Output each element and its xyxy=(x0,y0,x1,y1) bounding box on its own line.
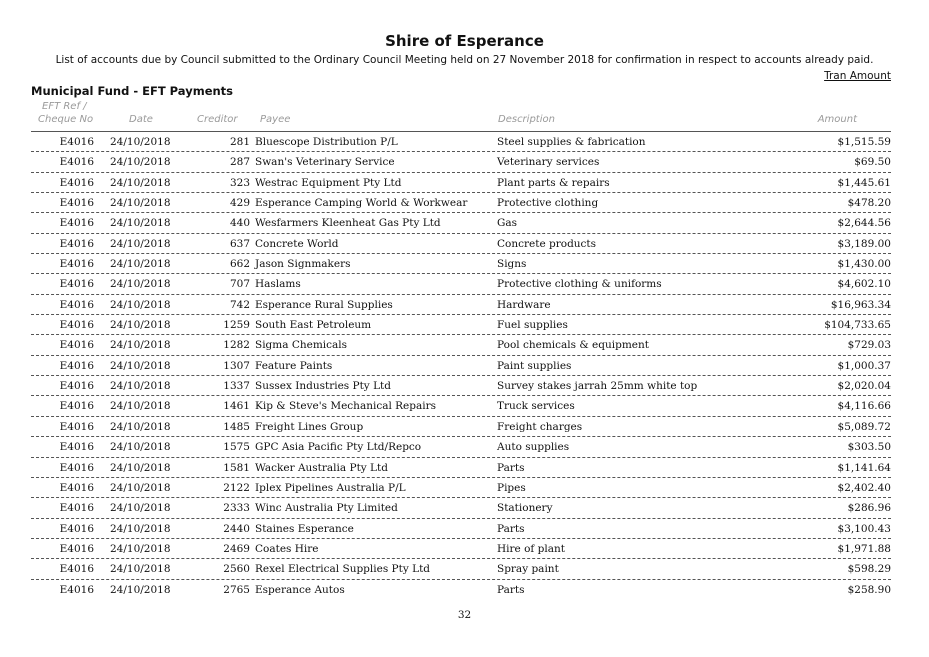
row-ref-cell: E4016 xyxy=(59,380,94,393)
row-date-cell: 24/10/2018 xyxy=(110,420,171,433)
row-date-cell: 24/10/2018 xyxy=(110,461,171,474)
row-description-cell: Truck services xyxy=(497,400,575,413)
row-payee-cell: Esperance Autos xyxy=(255,583,345,596)
row-amount-cell: $303.50 xyxy=(847,441,891,454)
row-payee-cell: Kip & Steve's Mechanical Repairs xyxy=(255,400,437,413)
row-date-cell: 24/10/2018 xyxy=(110,522,171,535)
table-row xyxy=(0,478,929,498)
row-payee-cell: Swan's Veterinary Service xyxy=(255,156,395,169)
page-number: 32 xyxy=(457,609,472,621)
row-description-cell: Pool chemicals & equipment xyxy=(497,339,649,352)
table-row xyxy=(0,417,929,437)
row-amount-cell: $1,000.37 xyxy=(837,359,891,372)
row-date-cell: 24/10/2018 xyxy=(110,319,171,332)
row-date-cell: 24/10/2018 xyxy=(110,583,171,596)
row-creditor-cell: 662 xyxy=(229,258,250,271)
row-creditor-cell: 323 xyxy=(229,176,250,189)
row-creditor-cell: 2469 xyxy=(223,542,250,555)
row-payee-cell: Coates Hire xyxy=(255,542,319,555)
page-subtitle: List of accounts due by Council submitted to the Ordinary Council Meeting held on 27 November 2018 for confirmation in respect to accounts already paid. xyxy=(55,54,874,66)
row-payee-cell: Westrac Equipment Pty Ltd xyxy=(255,176,402,189)
row-ref-cell: E4016 xyxy=(59,197,94,210)
row-date-cell: 24/10/2018 xyxy=(110,380,171,393)
row-payee-cell: GPC Asia Pacific Pty Ltd/Repco xyxy=(255,441,422,454)
row-payee-cell: Feature Paints xyxy=(255,359,333,372)
row-date-cell: 24/10/2018 xyxy=(110,502,171,515)
row-ref-cell: E4016 xyxy=(59,156,94,169)
row-description-cell: Parts xyxy=(497,522,525,535)
row-payee-cell: Staines Esperance xyxy=(255,522,354,535)
row-date-cell: 24/10/2018 xyxy=(110,339,171,352)
row-creditor-cell: 429 xyxy=(229,197,250,210)
row-ref-cell: E4016 xyxy=(59,217,94,230)
table-row xyxy=(0,213,929,233)
row-payee-cell: Concrete World xyxy=(255,237,339,250)
row-creditor-cell: 2765 xyxy=(223,583,250,596)
row-date-cell: 24/10/2018 xyxy=(110,237,171,250)
table-row xyxy=(0,295,929,315)
row-ref-cell: E4016 xyxy=(59,420,94,433)
table-row xyxy=(0,437,929,457)
table-row xyxy=(0,173,929,193)
page-title: Shire of Esperance xyxy=(385,32,544,50)
row-ref-cell: E4016 xyxy=(59,400,94,413)
row-ref-cell: E4016 xyxy=(59,339,94,352)
row-creditor-cell: 637 xyxy=(229,237,250,250)
row-ref-cell: E4016 xyxy=(59,522,94,535)
row-creditor-cell: 281 xyxy=(229,136,250,148)
table-row xyxy=(0,152,929,172)
row-description-cell: Gas xyxy=(497,217,518,230)
row-ref-cell: E4016 xyxy=(59,502,94,515)
row-amount-cell: $2,644.56 xyxy=(837,217,891,230)
row-ref-cell: E4016 xyxy=(59,136,94,148)
row-ref-cell: E4016 xyxy=(59,542,94,555)
row-date-cell: 24/10/2018 xyxy=(110,563,171,576)
row-payee-cell: Sussex Industries Pty Ltd xyxy=(255,380,391,393)
row-creditor-cell: 1485 xyxy=(223,420,250,433)
row-amount-cell: $1,515.59 xyxy=(837,136,891,148)
row-amount-cell: $16,963.34 xyxy=(830,298,891,311)
row-amount-cell: $286.96 xyxy=(847,502,891,515)
row-date-cell: 24/10/2018 xyxy=(110,136,171,148)
column-header-date: Date xyxy=(129,114,153,125)
table-row xyxy=(0,498,929,518)
column-header-amount: Amount xyxy=(817,114,857,125)
table-row xyxy=(0,376,929,396)
row-description-cell: Signs xyxy=(497,258,527,271)
row-creditor-cell: 287 xyxy=(229,156,250,169)
row-amount-cell: $1,430.00 xyxy=(837,258,891,271)
row-creditor-cell: 1259 xyxy=(223,319,250,332)
row-amount-cell: $3,189.00 xyxy=(837,237,891,250)
row-payee-cell: Jason Signmakers xyxy=(255,258,351,271)
row-description-cell: Steel supplies & fabrication xyxy=(497,136,646,148)
row-amount-cell: $729.03 xyxy=(847,339,891,352)
row-description-cell: Veterinary services xyxy=(497,156,600,169)
column-header-payee: Payee xyxy=(260,114,291,125)
row-date-cell: 24/10/2018 xyxy=(110,197,171,210)
column-header-ref-line1: EFT Ref / xyxy=(42,101,87,112)
row-amount-cell: $4,602.10 xyxy=(837,278,891,291)
row-creditor-cell: 1337 xyxy=(223,380,250,393)
row-description-cell: Paint supplies xyxy=(497,359,572,372)
row-amount-cell: $3,100.43 xyxy=(837,522,891,535)
row-payee-cell: Winc Australia Pty Limited xyxy=(255,502,398,515)
row-payee-cell: Wacker Australia Pty Ltd xyxy=(255,461,388,474)
row-creditor-cell: 742 xyxy=(229,298,250,311)
row-creditor-cell: 707 xyxy=(229,278,250,291)
row-amount-cell: $1,445.61 xyxy=(837,176,891,189)
row-date-cell: 24/10/2018 xyxy=(110,278,171,291)
row-date-cell: 24/10/2018 xyxy=(110,481,171,494)
row-payee-cell: Haslams xyxy=(255,278,301,291)
table-row xyxy=(0,254,929,274)
row-amount-cell: $1,141.64 xyxy=(837,461,891,474)
row-amount-cell: $2,402.40 xyxy=(837,481,891,494)
row-amount-cell: $4,116.66 xyxy=(837,400,891,413)
table-row xyxy=(0,539,929,559)
table-row xyxy=(0,132,929,152)
row-creditor-cell: 2333 xyxy=(223,502,250,515)
row-ref-cell: E4016 xyxy=(59,176,94,189)
payments-table xyxy=(0,132,929,600)
row-ref-cell: E4016 xyxy=(59,278,94,291)
table-row xyxy=(0,458,929,478)
row-ref-cell: E4016 xyxy=(59,258,94,271)
row-creditor-cell: 1282 xyxy=(223,339,250,352)
row-ref-cell: E4016 xyxy=(59,319,94,332)
row-ref-cell: E4016 xyxy=(59,298,94,311)
row-description-cell: Concrete products xyxy=(497,237,597,250)
row-description-cell: Survey stakes jarrah 25mm white top xyxy=(497,380,698,393)
row-description-cell: Protective clothing & uniforms xyxy=(497,278,662,291)
table-row xyxy=(0,315,929,335)
row-ref-cell: E4016 xyxy=(59,441,94,454)
row-payee-cell: Esperance Camping World & Workwear xyxy=(255,197,468,210)
row-payee-cell: Wesfarmers Kleenheat Gas Pty Ltd xyxy=(255,217,441,230)
row-ref-cell: E4016 xyxy=(59,583,94,596)
row-description-cell: Fuel supplies xyxy=(497,319,568,332)
row-ref-cell: E4016 xyxy=(59,481,94,494)
row-ref-cell: E4016 xyxy=(59,563,94,576)
row-date-cell: 24/10/2018 xyxy=(110,542,171,555)
row-date-cell: 24/10/2018 xyxy=(110,298,171,311)
row-payee-cell: Bluescope Distribution P/L xyxy=(255,136,398,148)
row-description-cell: Parts xyxy=(497,583,525,596)
row-date-cell: 24/10/2018 xyxy=(110,441,171,454)
row-amount-cell: $258.90 xyxy=(847,583,891,596)
row-payee-cell: Freight Lines Group xyxy=(255,420,364,433)
row-description-cell: Auto supplies xyxy=(497,441,570,454)
row-description-cell: Stationery xyxy=(497,502,553,515)
row-creditor-cell: 2122 xyxy=(223,481,250,494)
row-creditor-cell: 440 xyxy=(229,217,250,230)
table-row xyxy=(0,519,929,539)
row-creditor-cell: 1575 xyxy=(223,441,250,454)
table-row xyxy=(0,356,929,376)
row-date-cell: 24/10/2018 xyxy=(110,176,171,189)
row-amount-cell: $5,089.72 xyxy=(837,420,891,433)
row-description-cell: Plant parts & repairs xyxy=(497,176,610,189)
row-payee-cell: South East Petroleum xyxy=(255,319,372,332)
table-row xyxy=(0,396,929,416)
table-row xyxy=(0,193,929,213)
row-creditor-cell: 1307 xyxy=(223,359,250,372)
section-heading: Municipal Fund - EFT Payments xyxy=(31,84,234,98)
row-amount-cell: $104,733.65 xyxy=(824,319,891,332)
row-ref-cell: E4016 xyxy=(59,461,94,474)
row-description-cell: Protective clothing xyxy=(497,197,599,210)
row-date-cell: 24/10/2018 xyxy=(110,400,171,413)
table-row xyxy=(0,234,929,254)
row-amount-cell: $69.50 xyxy=(854,156,891,169)
table-row xyxy=(0,274,929,294)
table-row xyxy=(0,335,929,355)
row-amount-cell: $1,971.88 xyxy=(837,542,891,555)
row-creditor-cell: 1461 xyxy=(223,400,250,413)
row-payee-cell: Sigma Chemicals xyxy=(255,339,348,352)
row-description-cell: Hire of plant xyxy=(497,542,565,555)
row-date-cell: 24/10/2018 xyxy=(110,156,171,169)
row-description-cell: Freight charges xyxy=(497,420,583,433)
column-header-description: Description xyxy=(498,114,555,125)
row-payee-cell: Iplex Pipelines Australia P/L xyxy=(255,481,406,494)
row-amount-cell: $2,020.04 xyxy=(837,380,891,393)
column-header-creditor: Creditor xyxy=(197,114,238,125)
table-row xyxy=(0,559,929,579)
tran-amount-label: Tran Amount xyxy=(824,70,891,82)
row-description-cell: Hardware xyxy=(497,298,551,311)
row-ref-cell: E4016 xyxy=(59,237,94,250)
row-description-cell: Parts xyxy=(497,461,525,474)
row-ref-cell: E4016 xyxy=(59,359,94,372)
row-date-cell: 24/10/2018 xyxy=(110,217,171,230)
row-date-cell: 24/10/2018 xyxy=(110,359,171,372)
row-amount-cell: $478.20 xyxy=(847,197,891,210)
row-creditor-cell: 2560 xyxy=(223,563,250,576)
row-amount-cell: $598.29 xyxy=(847,563,891,576)
row-creditor-cell: 2440 xyxy=(223,522,250,535)
row-creditor-cell: 1581 xyxy=(223,461,250,474)
row-description-cell: Spray paint xyxy=(497,563,559,576)
column-header-ref-line2: Cheque No xyxy=(38,114,94,125)
row-payee-cell: Esperance Rural Supplies xyxy=(255,298,393,311)
row-payee-cell: Rexel Electrical Supplies Pty Ltd xyxy=(255,563,431,576)
table-row xyxy=(0,580,929,600)
row-date-cell: 24/10/2018 xyxy=(110,258,171,271)
row-description-cell: Pipes xyxy=(497,481,526,494)
